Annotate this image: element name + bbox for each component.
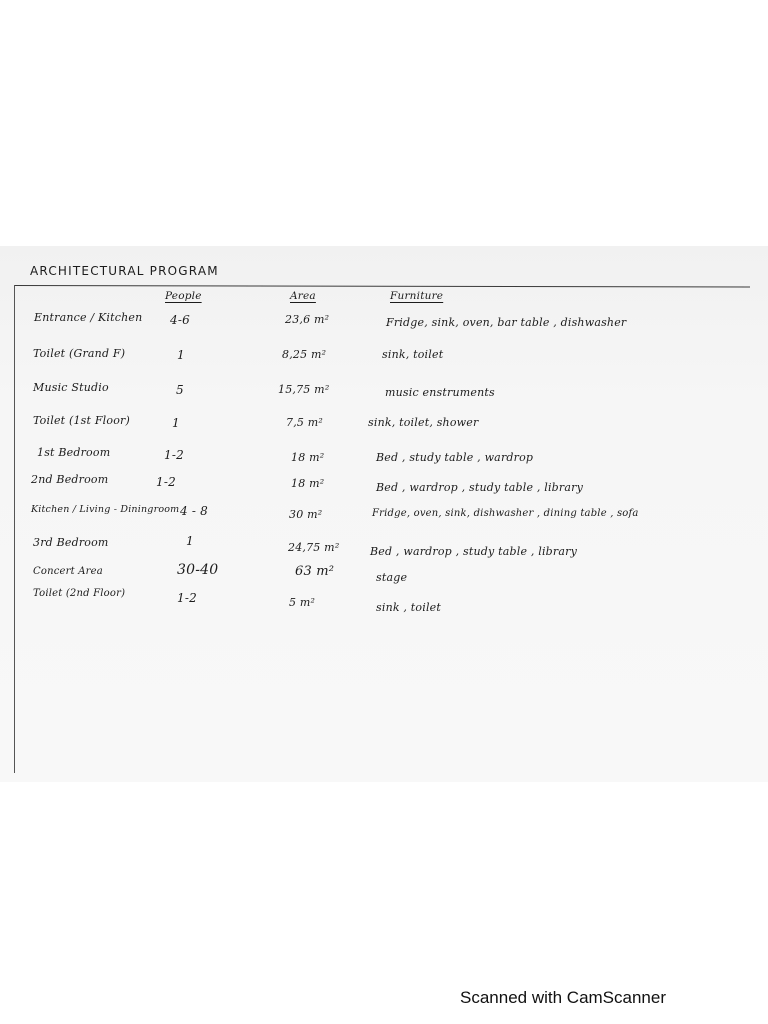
- header-furniture: Furniture: [390, 290, 444, 302]
- row-area: 7,5 m²: [286, 416, 324, 429]
- row-area: 18 m²: [291, 451, 325, 464]
- row-people: 1-2: [177, 591, 197, 605]
- margin-rule-line: [14, 285, 15, 773]
- row-people: 1: [172, 416, 180, 430]
- row-people: 1-2: [156, 475, 176, 489]
- row-furniture: sink , toilet: [376, 601, 442, 614]
- row-room: 3rd Bedroom: [33, 536, 109, 549]
- row-furniture: sink, toilet, shower: [368, 416, 479, 429]
- row-area: 8,25 m²: [282, 348, 327, 361]
- row-people: 5: [176, 383, 184, 397]
- row-people: 1: [177, 348, 185, 362]
- row-area: 30 m²: [289, 508, 323, 521]
- row-furniture: stage: [376, 571, 408, 584]
- row-people: 1: [186, 534, 194, 548]
- document-title: ARCHITECTURAL PROGRAM: [30, 264, 219, 278]
- row-area: 5 m²: [289, 596, 316, 609]
- row-people: 1-2: [164, 448, 184, 462]
- row-room: 1st Bedroom: [37, 446, 111, 459]
- row-furniture: Bed , study table , wardrop: [376, 451, 534, 464]
- camscanner-watermark: Scanned with CamScanner: [460, 988, 667, 1007]
- row-area: 15,75 m²: [278, 383, 330, 396]
- row-room: Toilet (2nd Floor): [33, 588, 126, 599]
- paper-sheet: [0, 246, 768, 782]
- row-furniture: Fridge, sink, oven, bar table , dishwasher: [386, 316, 627, 329]
- row-room: Kitchen / Living - Diningroom: [31, 504, 180, 515]
- row-area: 63 m²: [295, 564, 335, 579]
- row-room: Music Studio: [33, 381, 109, 394]
- row-furniture: Bed , wardrop , study table , library: [370, 545, 578, 558]
- row-room: 2nd Bedroom: [31, 473, 109, 486]
- header-rule-line: [14, 285, 750, 288]
- row-room: Toilet (1st Floor): [33, 414, 130, 427]
- row-furniture: Bed , wardrop , study table , library: [376, 481, 584, 494]
- row-area: 23,6 m²: [285, 313, 330, 326]
- row-people: 30-40: [177, 562, 219, 578]
- row-room: Concert Area: [33, 566, 103, 577]
- row-furniture: music enstruments: [385, 386, 495, 399]
- row-room: Entrance / Kitchen: [34, 311, 143, 324]
- row-furniture: sink, toilet: [382, 348, 444, 361]
- header-people: People: [165, 290, 202, 302]
- row-people: 4-6: [170, 313, 190, 327]
- row-room: Toilet (Grand F): [33, 347, 126, 360]
- header-area: Area: [290, 290, 316, 302]
- row-people: 4 - 8: [180, 504, 208, 518]
- row-area: 24,75 m²: [288, 541, 340, 554]
- row-furniture: Fridge, oven, sink, dishwasher , dining table , sofa: [372, 508, 639, 519]
- row-area: 18 m²: [291, 477, 325, 490]
